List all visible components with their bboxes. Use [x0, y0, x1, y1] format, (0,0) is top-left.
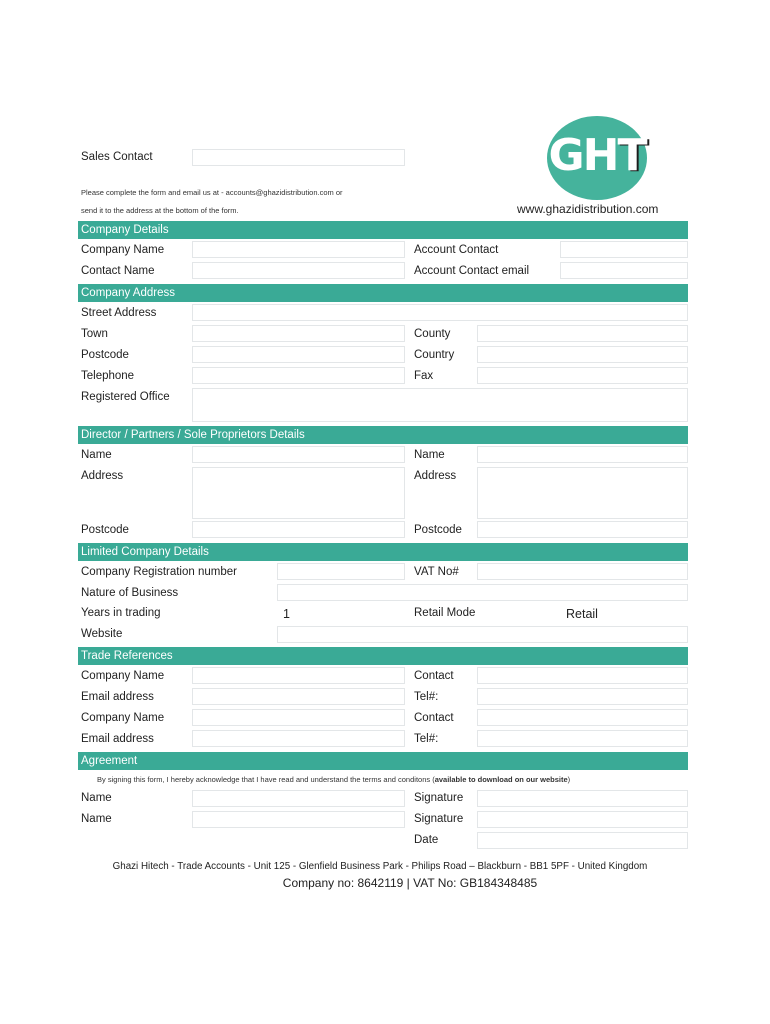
ref1-tel-field[interactable] — [477, 688, 688, 705]
director-postcode-field-left[interactable] — [192, 521, 405, 538]
street-address-field[interactable] — [192, 304, 688, 321]
ref2-contact-field[interactable] — [477, 709, 688, 726]
vat-no-label: VAT No# — [414, 566, 459, 578]
director-name-field-right[interactable] — [477, 446, 688, 463]
account-contact-field[interactable] — [560, 241, 688, 258]
ref2-company-name-field[interactable] — [192, 709, 405, 726]
town-label: Town — [81, 328, 108, 340]
retail-mode-label: Retail Mode — [414, 607, 476, 619]
ref1-email-field[interactable] — [192, 688, 405, 705]
agreement-statement-text: By signing this form, I hereby acknowledge that I have read and understand the terms and conditons ( — [97, 775, 435, 784]
section-trade-references: Trade References — [78, 647, 688, 665]
signature-field-2[interactable] — [477, 811, 688, 828]
section-limited-company: Limited Company Details — [78, 543, 688, 561]
website-field[interactable] — [277, 626, 688, 643]
years-in-trading-label: Years in trading — [81, 607, 161, 619]
director-name-label-left: Name — [81, 449, 112, 461]
ref2-tel-field[interactable] — [477, 730, 688, 747]
signature-field-1[interactable] — [477, 790, 688, 807]
ref1-company-name-label: Company Name — [81, 670, 165, 682]
director-postcode-label-left: Postcode — [81, 524, 129, 536]
registered-office-field[interactable] — [192, 388, 688, 422]
director-postcode-label-right: Postcode — [414, 524, 462, 536]
telephone-field[interactable] — [192, 367, 405, 384]
section-company-details: Company Details — [78, 221, 688, 239]
country-label: Country — [414, 349, 455, 361]
logo-text-t: T — [617, 130, 646, 181]
director-address-label-left: Address — [81, 470, 124, 482]
county-label: County — [414, 328, 451, 340]
contact-name-label: Contact Name — [81, 265, 155, 277]
postcode-label: Postcode — [81, 349, 129, 361]
website-url[interactable]: www.ghazidistribution.com — [517, 202, 659, 216]
signature-label-2: Signature — [414, 813, 464, 825]
postcode-field[interactable] — [192, 346, 405, 363]
retail-mode-select[interactable]: Retail — [560, 605, 688, 622]
director-address-label-right: Address — [414, 470, 457, 482]
registered-office-label: Registered Office — [81, 391, 170, 403]
county-field[interactable] — [477, 325, 688, 342]
ref2-tel-label: Tel#: — [414, 733, 439, 745]
date-field[interactable] — [477, 832, 688, 849]
agreement-statement-link[interactable]: available to download on our website — [434, 775, 568, 784]
company-name-field[interactable] — [192, 241, 405, 258]
agreement-name-label-2: Name — [81, 813, 112, 825]
section-directors: Director / Partners / Sole Proprietors Details — [78, 426, 688, 444]
ght-logo — [547, 116, 647, 200]
agreement-name-label-1: Name — [81, 792, 112, 804]
registration-number-field[interactable] — [277, 563, 405, 580]
ref2-company-name-label: Company Name — [81, 712, 165, 724]
director-postcode-field-right[interactable] — [477, 521, 688, 538]
ref1-company-name-field[interactable] — [192, 667, 405, 684]
director-name-field-left[interactable] — [192, 446, 405, 463]
director-address-field-right[interactable] — [477, 467, 688, 519]
signature-label-1: Signature — [414, 792, 464, 804]
director-name-label-right: Name — [414, 449, 445, 461]
ref1-email-label: Email address — [81, 691, 154, 703]
ref1-tel-label: Tel#: — [414, 691, 439, 703]
footer-address: Ghazi Hitech - Trade Accounts - Unit 125 - Glenfield Business Park - Philips Road – Blackburn - BB1 5PF - United Kingdom — [112, 861, 648, 872]
website-label: Website — [81, 628, 123, 640]
account-contact-label: Account Contact — [414, 244, 499, 256]
years-in-trading-field[interactable]: 1 — [277, 605, 405, 622]
telephone-label: Telephone — [81, 370, 135, 382]
contact-name-field[interactable] — [192, 262, 405, 279]
logo-text-gh: GH — [548, 130, 618, 181]
street-address-label: Street Address — [81, 307, 157, 319]
registration-number-label: Company Registration number — [81, 566, 237, 578]
account-contact-email-label: Account Contact email — [414, 265, 530, 277]
section-agreement: Agreement — [78, 752, 688, 770]
ref1-contact-label: Contact — [414, 670, 454, 682]
fax-field[interactable] — [477, 367, 688, 384]
instructions-line-2: send it to the address at the bottom of the form. — [81, 206, 239, 215]
agreement-statement-end: ) — [567, 775, 571, 784]
footer-company-info: Company no: 8642119 | VAT No: GB184348485 — [282, 876, 538, 890]
account-contact-email-field[interactable] — [560, 262, 688, 279]
sales-contact-label: Sales Contact — [81, 151, 153, 163]
sales-contact-field[interactable] — [192, 149, 405, 166]
nature-of-business-label: Nature of Business — [81, 587, 179, 599]
vat-no-field[interactable] — [477, 563, 688, 580]
agreement-name-field-2[interactable] — [192, 811, 405, 828]
town-field[interactable] — [192, 325, 405, 342]
ref2-email-field[interactable] — [192, 730, 405, 747]
ref2-email-label: Email address — [81, 733, 154, 745]
section-company-address: Company Address — [78, 284, 688, 302]
instructions-line-1: Please complete the form and email us at - accounts@ghazidistribution.com or — [81, 188, 343, 197]
director-address-field-left[interactable] — [192, 467, 405, 519]
ref2-contact-label: Contact — [414, 712, 454, 724]
date-label: Date — [414, 834, 439, 846]
country-field[interactable] — [477, 346, 688, 363]
company-name-label: Company Name — [81, 244, 165, 256]
ref1-contact-field[interactable] — [477, 667, 688, 684]
agreement-name-field-1[interactable] — [192, 790, 405, 807]
agreement-statement — [97, 775, 570, 784]
nature-of-business-field[interactable] — [277, 584, 688, 601]
fax-label: Fax — [414, 370, 434, 382]
